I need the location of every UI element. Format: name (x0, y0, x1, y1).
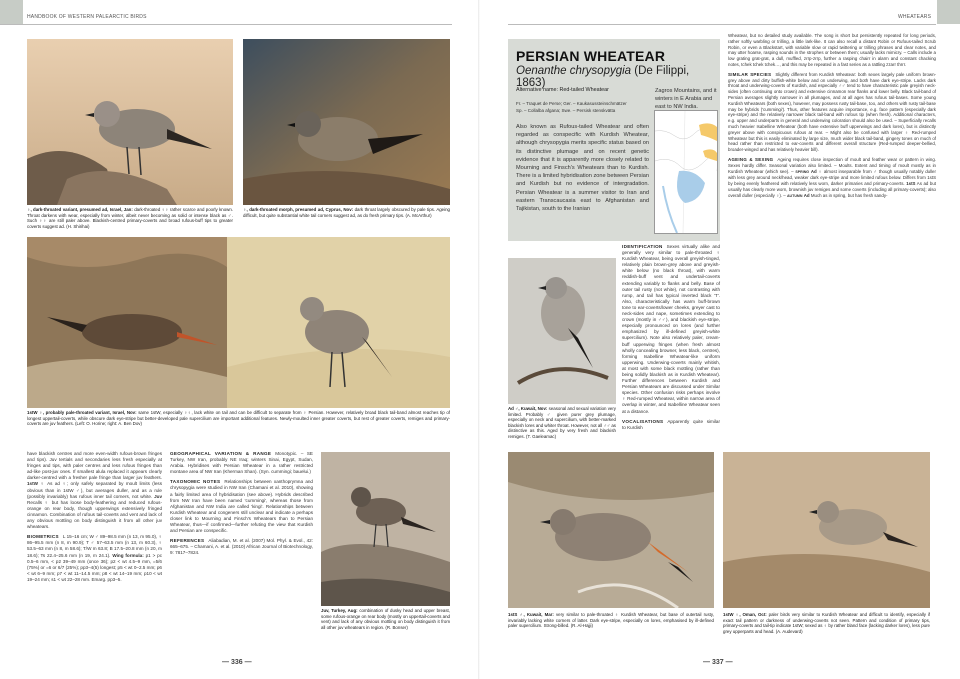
photo-caption-4 (321, 608, 450, 630)
caption-lead: ♀, dark-throated morph, presumed ad, Cyprus, Nov: (243, 207, 354, 212)
species-authority: (De Filippi, 1863) (516, 65, 690, 89)
caption-text: dark throat largely obscured by pale tips. Ageing difficult, but quite substantial white tail corners suggest ad, as do fresh primary tips. (A. McArthur) (243, 207, 450, 218)
caption-text: same 1stW, especially ♀♀, lack white on tail and can be difficult to separate from ♀ Persian. However, relatively broad black tail-band almost reaches tip of longest uppertail-coverts, while obscure dark eye-stripe but better-developed pale supercilium are important additional features. Newly-moulted inner greater coverts, but rest of greater coverts, remiges and primary-coverts are juv feathers. (Left: O. Horine; right: A. Ben Dov) (27, 410, 450, 427)
photo-caption-3 (27, 410, 450, 427)
ageing-continued: have blackish centres and more even-width rufous-brown fringes and tips). Juv tertials and secondaries less fresh especially at fringes and tips, with paler centres and less rufous fringes than ad-like post-juv ones. If smallest alula replaced it appears clearly darker-centred with a fresher pale fringe than larger juv feathers. 1stW ♀ As ad ♀; only safely separated by moult limits (less obvious than in 1stW ♂), but averages duller, and as a rule (possibly invariably) has rufous inner tail corners, not white. Juv Recalls ♀ but has loose body-feathering and reduced rufous-orange on rear body, though upperwings extensively fringed cinnamon. Combination of rufous tail-coverts and vent and lack of any obvious mottling on body distinguish it from all other juv wheatears. (27, 451, 163, 530)
biometrics-section: BIOMETRICS L 15–16 cm; W ♂ 89–98.5 mm (n 13, m 95.0), ♀ 86–95.5 mm (n 8, m 90.9); T ♂ 57–63.5 mm (n 13, m 60.3), ♀ 53.5–63 mm (n 8, m 58.6); T/W m 63.8; B 17.5–20.8 mm (n 20, m 18.6); Ts 22.4–25.6 mm (n 19, m 24.1). Wing formula: p1 > pc 0.5–6 mm, < p2 39–49 mm (once 36); p2 < wt 4.5–9 mm, =5/6 (75%) or =6 or 6/7 (25%); pp3–4(5) longest; p5 < wt 0–2.5 mm; p6 < wt 6–9 mm; p7 < wt 11–14.5 mm; p8 < wt 14–19 mm; p10 < wt 19–24 mm; s1 < wt 22–28 mm. Emarg. pp3–5. (27, 534, 163, 582)
photo-juv-turkey (321, 452, 450, 606)
translations-line-1: Fr. – Traquet de Perse; Ger. – Kaukasussteinschmätzer (516, 101, 627, 106)
caption-text: very similar to pale-throated ♀ Kurdish Wheatear, but base of outertail rusty, invariably lacking white corners of latter. Dark eye-stripe, especially on lores, emphasised by ill-defined paler supercilium. Strong-billed. (R. Al-Hajji) (508, 612, 714, 629)
caption-lead: Juv, Turkey, Aug: (321, 608, 358, 613)
header-rule (508, 24, 936, 25)
caption-lead: 1stS ♂, Kuwait, Mar: (508, 612, 554, 617)
running-head-left: HANDBOOK OF WESTERN PALEARCTIC BIRDS (27, 14, 147, 20)
name-translations (516, 101, 649, 114)
species-scientific-name (516, 65, 720, 89)
section-heading-similar-species: SIMILAR SPECIES (728, 71, 772, 77)
alternative-name: Alternative name: Red-tailed Wheatear (516, 87, 609, 93)
label-ad: Ad (810, 168, 817, 174)
caption-lead: ♀, dark-throated variant, presumed ad, Israel, Jan: (27, 207, 133, 212)
thumb-tab (0, 0, 23, 24)
range-continued: Zagros Mountains, and it winters in E Arabia and east to NW India. (655, 88, 717, 111)
photo-caption-5 (508, 406, 616, 440)
photo-female-dark-throated-israel (27, 39, 233, 205)
page-number-left: — 336 — (222, 659, 252, 666)
label-1sts: 1stS (906, 181, 916, 187)
label-autumn-ad: Ad (803, 192, 810, 198)
species-common-name: PERSIAN WHEATEAR (516, 48, 666, 64)
ageing-sexing-section: AGEING & SEXING Ageing requires close inspection of moult and feather wear or pattern in wing. Sexes hardly differ. Seasonal variation also limited. – Moults. Extent and timing of moult mostly as in Kurdish Wheatear (which see). – SPRING Ad ♀ almost inseparable from ♂ though usually notably duller with less grey around neck/head, weaker dark eye-stripe and more limited rufous below. Differs from 1stS by being evenly feathered with relatively less worn, darker primaries and primary-coverts. 1stS As ad but usually has clearly more worn, brownish juv remiges and some coverts (including all primary-coverts); also overall duller (especially ♀). – AUTUMN Ad Much as in spring, but has fresh sandy- (728, 156, 936, 198)
section-heading-references: REFERENCES (170, 538, 205, 544)
identification-section: IDENTIFICATION Sexes virtually alike and generally very similar to pale-throated ♀ Kurdish Wheatear, being overall greyish-tinged, relatively plain brown-grey above and greyish-white below (no black throat), with warm reddish-buff vent and undertail-coverts extending variably to flanks and belly. Base of outer tail rusty (not white), not contrasting with rump, and tail has typical inverted black 'T'. Also, characteristically has warm buff-brown tone to ear-coverts/lower cheeks, greyer cast to neck-sides and nape, sometimes extending to crown (mostly in ♂♂), and blackish eye-stripe, especially pronounced on lores (and further emphasized by ill-defined greyish-white supercilium). Note also relatively paler, cream-buff upperwing fringes (when fresh almost wholly concealing browner, less black, centres), forming Isabelline Wheatear-like uniform upperwing. Underwing-coverts mainly whitish, at most with some black mottling (rather than being solidly blackish as in Kurdish Wheatear). Further differences between Kurdish and Persian Wheatears are discussed under Similar species. Other confusion risks perhaps involve ♀ Red-rumped Wheatear, within narrow area of overlap in winter, and Isabelline Wheatear seen at a distance. (622, 244, 720, 414)
geographical-variation-section: GEOGRAPHICAL VARIATION & RANGE Monotypic. – SE Turkey, NW Iran, probably NE Iraq; winters Sinai, Egypt, Sudan, Arabia. Hybridises with Persian Wheatear in a rather restricted montane area of NW Iran (Kherman Shan). (Syn. cummingi; bauelui.) (170, 451, 313, 475)
section-heading-biometrics: BIOMETRICS (27, 534, 59, 540)
photo-caption-2 (243, 207, 450, 218)
caption-lead: 1stW ♀, Oman, Oct: (723, 612, 767, 617)
label-wing-formula: Wing formula: (112, 552, 144, 558)
distribution-map (654, 110, 718, 234)
photo-female-dark-throated-cyprus (243, 39, 450, 205)
header-rule (0, 24, 452, 25)
scientific-name: Oenanthe chrysopygia (516, 65, 632, 77)
caption-text: combination of dusky head and upper breast, some rufous-orange on rear body (mostly on uppertail-coverts and vent) and lack of any obvious mottling on body distinguish it from all other juv wheatears in region. (R. Bonser) (321, 608, 451, 630)
photo-1stw-female-oman (723, 452, 930, 608)
vocalisations-continued: Wheatear, but no detailed study available. The song is short but persistently repeated for long periods, rather softly warbling or trilling, a little lark-like. It can also recall a distant Robin or Rufous-tailed Scrub Robin, or even a Blackstart, with variable slow or rapid twittering or trilling phrases and clear notes, and may utter hoarse, rasping sounds in the strophes or between them; usually lacks mimicry. – Calls include a low grating grat-grat, a dull, muffled, zrrp-zrrp, further a rasping chairr in alarm and constant chacking notes, tchek tchek tchek…, and this may be repeated in a fast series as a rattling zzarr thrrr. (728, 33, 936, 67)
text-column-mid (622, 244, 720, 435)
caption-text: paler birds very similar to Kurdish Wheatear and difficult to identify, especially if exact tail pattern or darkness of underwing-coverts not seen. Pattern and condition of primary tips, primary-coverts and tail-tip indicate 1stW; sexed as ♀ by rather bland face (lacking darker lores), less pure grey upperparts and head. (A. Audevard) (723, 612, 930, 634)
vocalisations-section: VOCALISATIONS Apparently quite similar to Kurdish (622, 418, 720, 430)
label-juv: Juv (154, 493, 163, 499)
photo-caption-6 (508, 612, 714, 629)
label-1stw: 1stW (27, 481, 38, 487)
section-heading-taxonomy: TAXONOMIC NOTES (170, 479, 221, 485)
section-heading-ageing: AGEING & SEXING (728, 156, 774, 162)
species-introduction: Also known as Rufous-tailed Wheatear and often regarded as conspecific with Kurdish Wheatear, although chrysopygia merits specific status based on its distinctive plumage and on recent genetic evidence that it is apparently more closely related to Mourning and Finsch's Wheatears than to Kurdish. There is a limited hybridisation zone between Persian and Kurdish but no evidence of intergradation. Persian Wheatear is a summer visitor to Iran and eastern Transcaucasia east to Afghanistan and Tajikistan, south to the Iranian (516, 124, 649, 213)
label-spring: SPRING (795, 169, 810, 174)
similar-species-section: SIMILAR SPECIES Slightly different from Kurdish Wheatear: both sexes largely pale uniform brown-grey above and dirty buffish-white below and on underwing, and both have dark eye-stripe. Lacks dark throat and underwing-coverts of Kurdish, and especially ♂♂ tend to have characteristic pale greyish neck-sides (often continuing onto crown) and extensive cinnamon rear flanks and lower belly. Black tail-band of Persian averages slightly narrower in all plumages, and at all ages has rufous tail-bases. Some young Kurdish Wheatears (both sexes), however, may possess rusty tail-base, too, and others with rusty tail-base may be hybrids ('cummingi'). Thus, other features acquire importance, e.g. face pattern (especially dark eye-stripe) and the relatively narrower black tail-band with rufous tip (when fresh). Additional characters, e.g. upper and underparts in general and underwing coloration should also be used. – Superficially recalls much heavier Isabelline Wheatear (both have extensive buff upperwings and dark lores), but is distinctly greyer above with conspicuous rufous at rear. – Might also be confused with larger ♀ Red-rumped Wheatear but this is easily eliminated by large size, much wider black tail-band, gingery tones on much of head rather than restricted to ear-coverts and different overall structure (Red-rumped deeper-bellied, broader-winged and has relatively heavier bill). (728, 71, 937, 153)
caption-text: seasonal and sexual variation very limited. Probably ♂ given purer grey plumage, especially on neck and supercilium, with better-marked blackish lores and whiter throat. However, not all ♂♂ as distinctive as this. Aged by very fresh and blackish remiges. (T. Gaeleamac) (508, 406, 616, 439)
photo-ad-male-kuwait (508, 258, 616, 404)
photo-1stw-female-israel-pair (27, 237, 450, 408)
caption-lead: 1stW ♀, probably pale-throated variant, Israel, Nov: (27, 410, 137, 415)
text-column-1 (27, 451, 162, 587)
caption-text: dark-throated ♀♀ rather scarce and poorly known. Throat darkens with wear, especially from winter, albeit never becoming as solid or intense black as ♂. Such ♀♀ are still paler above. Blackish-centred primary-coverts and broad rufous-buff tips to greater coverts suggest ad. (H. Shirihai) (27, 207, 233, 229)
photo-1sts-male-kuwait (508, 452, 714, 608)
photo-caption-7 (723, 612, 930, 634)
species-header-box (508, 39, 720, 241)
caption-lead: Ad ♂, Kuwait, Nov: (508, 406, 548, 411)
running-head-right: WHEATEARS (898, 14, 932, 20)
thumb-tab (937, 0, 960, 24)
photo-caption-1 (27, 207, 233, 229)
taxonomic-notes-section: TAXONOMIC NOTES Relationships between xanthoprymna and chrysopygia were studied in NW Iran (Chamani et al. 2010), showing a fairly limited area of hybridisation (see above). Hybrids described from NW Iran have been named 'cummingi', whereas those from Afghanistan and NW India are called 'kingi'. Relationships between Kurdish Wheatear and congeners still unclear and indicate a perhaps closer link to Mourning and Finsch's Wheatears than to Persian Wheatear, thus—if confirmed—further refuting the view that Kurdish and Persian are conspecific. (170, 479, 313, 534)
references-section: REFERENCES Aliabadian, M. et al. (2007) Mol. Phyl. & Evol., 42: 665–675. – Chamani, A. et al. (2010) African Journal of Biotechnology, 9: 7817–7824. (170, 538, 313, 556)
text-column-2 (170, 451, 313, 561)
section-heading-geo: GEOGRAPHICAL VARIATION & RANGE (170, 451, 272, 456)
page-number-right: — 337 — (703, 659, 733, 666)
label-autumn: AUTUMN (786, 193, 803, 198)
section-heading-vocalisations: VOCALISATIONS (622, 418, 664, 424)
text-column-right (728, 33, 936, 204)
section-heading-identification: IDENTIFICATION (622, 244, 663, 249)
translations-line-2: Sp. – Collalba afgana; Swe. – Persisk stenskvätta (516, 107, 616, 113)
